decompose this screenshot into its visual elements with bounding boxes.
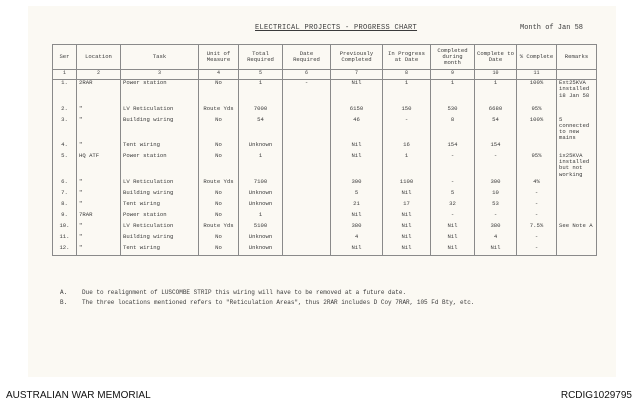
cell-ser: 7.: [53, 190, 77, 201]
footer-source: AUSTRALIAN WAR MEMORIAL: [6, 390, 151, 401]
cell-ser: 12.: [53, 245, 77, 256]
cell-location: ": [77, 234, 121, 245]
header-location: Location: [77, 45, 121, 70]
cell-in-progress: Nil: [383, 245, 431, 256]
cell-location: HQ ATF: [77, 153, 121, 179]
cell-percent: 100%: [517, 80, 557, 106]
table-row: [53, 80, 597, 106]
cell-percent: 7.5%: [517, 223, 557, 234]
table-row: [53, 234, 597, 245]
cell-location: ": [77, 106, 121, 117]
cell-complete-to-date: 4: [475, 234, 517, 245]
header-ser: Ser: [53, 45, 77, 70]
cell-date: [283, 190, 331, 201]
cell-task: LV Reticulation: [121, 106, 199, 117]
cell-total: 5100: [239, 223, 283, 234]
cell-percent: 4%: [517, 179, 557, 190]
cell-ser: 10.: [53, 223, 77, 234]
header-date: Date Required: [283, 45, 331, 70]
header-previously: Previously Completed: [331, 45, 383, 70]
header-complete-to-date: Complete to Date: [475, 45, 517, 70]
cell-complete-to-date: 1: [475, 80, 517, 106]
cell-ser: 6.: [53, 179, 77, 190]
footer-id: RCDIG1029795: [560, 390, 632, 401]
cell-remarks: 1x25KVA installed but not working: [557, 153, 597, 179]
cell-date: [283, 245, 331, 256]
cell-total: 7000: [239, 106, 283, 117]
cell-location: 2RAR: [77, 80, 121, 106]
colnum-7: 7: [331, 70, 383, 80]
cell-in-progress: 150: [383, 106, 431, 117]
note-label: A.: [60, 289, 68, 296]
note-text: The three locations mentioned refers to "Reticulation Areas", thus 2RAR includes D Coy 7RAR, 105 Fd Bty, etc.: [82, 299, 475, 306]
cell-in-progress: 1100: [383, 179, 431, 190]
cell-date: [283, 234, 331, 245]
cell-in-progress: -: [383, 117, 431, 142]
cell-location: ": [77, 201, 121, 212]
header-task: Task: [121, 45, 199, 70]
cell-previously: Nil: [331, 142, 383, 153]
table-row: [53, 212, 597, 223]
notes: [60, 288, 474, 308]
cell-remarks: [557, 142, 597, 153]
cell-unit: No: [199, 80, 239, 106]
cell-location: ": [77, 142, 121, 153]
cell-in-progress: Nil: [383, 234, 431, 245]
cell-task: Building wiring: [121, 234, 199, 245]
cell-percent: 100%: [517, 117, 557, 142]
cell-task: LV Reticulation: [121, 179, 199, 190]
cell-previously: Nil: [331, 212, 383, 223]
cell-location: ": [77, 223, 121, 234]
cell-previously: 21: [331, 201, 383, 212]
archive-footer: [0, 386, 640, 405]
cell-unit: No: [199, 142, 239, 153]
document-month: Month of Jan 58: [520, 24, 584, 32]
column-number-row: [53, 70, 597, 80]
cell-completed-month: -: [431, 153, 475, 179]
cell-total: 1: [239, 80, 283, 106]
cell-completed-month: -: [431, 212, 475, 223]
cell-task: Tent wiring: [121, 142, 199, 153]
cell-total: Unknown: [239, 201, 283, 212]
cell-unit: No: [199, 201, 239, 212]
note-label: B.: [60, 299, 68, 306]
cell-location: ": [77, 190, 121, 201]
cell-in-progress: 17: [383, 201, 431, 212]
cell-completed-month: 1: [431, 80, 475, 106]
cell-task: Tent wiring: [121, 245, 199, 256]
cell-ser: 2.: [53, 106, 77, 117]
cell-date: [283, 212, 331, 223]
cell-date: [283, 142, 331, 153]
cell-previously: 4: [331, 234, 383, 245]
table-row: [53, 245, 597, 256]
cell-percent: [517, 142, 557, 153]
cell-remarks: [557, 106, 597, 117]
cell-previously: 6150: [331, 106, 383, 117]
cell-ser: 4.: [53, 142, 77, 153]
cell-in-progress: Nil: [383, 212, 431, 223]
cell-ser: 8.: [53, 201, 77, 212]
header-total: Total Required: [239, 45, 283, 70]
table-body: [53, 80, 597, 256]
colnum-11: 11: [517, 70, 557, 80]
cell-complete-to-date: 300: [475, 179, 517, 190]
cell-unit: No: [199, 245, 239, 256]
header-remarks: Remarks: [557, 45, 597, 70]
cell-remarks: [557, 201, 597, 212]
colnum-6: 6: [283, 70, 331, 80]
cell-percent: -: [517, 201, 557, 212]
cell-total: Unknown: [239, 245, 283, 256]
cell-complete-to-date: 154: [475, 142, 517, 153]
cell-complete-to-date: 10: [475, 190, 517, 201]
cell-ser: 1.: [53, 80, 77, 106]
cell-location: ": [77, 179, 121, 190]
cell-task: Building wiring: [121, 117, 199, 142]
cell-total: Unknown: [239, 234, 283, 245]
cell-ser: 5.: [53, 153, 77, 179]
cell-previously: Nil: [331, 153, 383, 179]
colnum-1: 1: [53, 70, 77, 80]
table-row: [53, 190, 597, 201]
progress-table-wrapper: [52, 44, 597, 256]
cell-unit: Route Yds: [199, 106, 239, 117]
table-row: [53, 179, 597, 190]
cell-location: ": [77, 245, 121, 256]
cell-total: 1: [239, 153, 283, 179]
cell-in-progress: Nil: [383, 223, 431, 234]
cell-in-progress: Nil: [383, 190, 431, 201]
cell-unit: Route Yds: [199, 223, 239, 234]
cell-total: Unknown: [239, 190, 283, 201]
cell-previously: Nil: [331, 80, 383, 106]
cell-percent: -: [517, 234, 557, 245]
cell-total: 1: [239, 212, 283, 223]
cell-complete-to-date: -: [475, 153, 517, 179]
cell-total: Unknown: [239, 142, 283, 153]
cell-in-progress: 16: [383, 142, 431, 153]
cell-task: Tent wiring: [121, 201, 199, 212]
table-row: [53, 201, 597, 212]
cell-date: [283, 153, 331, 179]
cell-unit: Route Yds: [199, 179, 239, 190]
cell-unit: No: [199, 153, 239, 179]
cell-previously: 46: [331, 117, 383, 142]
cell-date: [283, 106, 331, 117]
cell-remarks: [557, 179, 597, 190]
table-row: [53, 106, 597, 117]
cell-unit: No: [199, 117, 239, 142]
cell-previously: 5: [331, 190, 383, 201]
cell-complete-to-date: 54: [475, 117, 517, 142]
colnum-3: 3: [121, 70, 199, 80]
cell-ser: 3.: [53, 117, 77, 142]
header-percent: % Complete: [517, 45, 557, 70]
cell-remarks: [557, 212, 597, 223]
cell-task: Power station: [121, 212, 199, 223]
cell-task: LV Reticulation: [121, 223, 199, 234]
cell-completed-month: Nil: [431, 234, 475, 245]
colnum-9: 9: [431, 70, 475, 80]
cell-percent: -: [517, 245, 557, 256]
cell-remarks: Ext25KVA installed 18 Jan 58: [557, 80, 597, 106]
cell-unit: No: [199, 234, 239, 245]
cell-date: [283, 179, 331, 190]
note-b: [60, 298, 474, 308]
cell-date: [283, 201, 331, 212]
cell-completed-month: 8: [431, 117, 475, 142]
table-row: [53, 117, 597, 142]
cell-location: 7RAR: [77, 212, 121, 223]
cell-task: Power station: [121, 80, 199, 106]
cell-previously: Nil: [331, 245, 383, 256]
cell-task: Building wiring: [121, 190, 199, 201]
colnum-12: [557, 70, 597, 80]
cell-total: 7100: [239, 179, 283, 190]
cell-in-progress: 1: [383, 153, 431, 179]
cell-previously: 300: [331, 179, 383, 190]
cell-complete-to-date: 6680: [475, 106, 517, 117]
note-a: [60, 288, 474, 298]
cell-ser: 11.: [53, 234, 77, 245]
cell-remarks: [557, 245, 597, 256]
header-completed-month: Completed during month: [431, 45, 475, 70]
note-text: Due to realignment of LUSCOMBE STRIP this wiring will have to be removed at a future date.: [82, 289, 407, 296]
cell-in-progress: 1: [383, 80, 431, 106]
cell-completed-month: 5: [431, 190, 475, 201]
cell-completed-month: Nil: [431, 245, 475, 256]
cell-date: -: [283, 80, 331, 106]
cell-completed-month: Nil: [431, 223, 475, 234]
progress-table: [52, 44, 597, 256]
colnum-8: 8: [383, 70, 431, 80]
cell-date: [283, 223, 331, 234]
header-in-progress: In Progress at Date: [383, 45, 431, 70]
cell-total: 54: [239, 117, 283, 142]
colnum-4: 4: [199, 70, 239, 80]
table-row: [53, 223, 597, 234]
cell-completed-month: -: [431, 179, 475, 190]
colnum-10: 10: [475, 70, 517, 80]
cell-percent: 95%: [517, 153, 557, 179]
cell-remarks: See Note A: [557, 223, 597, 234]
cell-complete-to-date: 53: [475, 201, 517, 212]
cell-complete-to-date: 380: [475, 223, 517, 234]
cell-complete-to-date: Nil: [475, 245, 517, 256]
cell-complete-to-date: -: [475, 212, 517, 223]
cell-unit: No: [199, 212, 239, 223]
cell-completed-month: 32: [431, 201, 475, 212]
header-unit: Unit of Measure: [199, 45, 239, 70]
cell-remarks: [557, 234, 597, 245]
colnum-2: 2: [77, 70, 121, 80]
cell-remarks: [557, 190, 597, 201]
cell-previously: 380: [331, 223, 383, 234]
cell-remarks: 5 connected to new mains: [557, 117, 597, 142]
cell-percent: -: [517, 190, 557, 201]
cell-task: Power station: [121, 153, 199, 179]
document-title: ELECTRICAL PROJECTS - PROGRESS CHART: [255, 24, 418, 32]
cell-percent: -: [517, 212, 557, 223]
cell-unit: No: [199, 190, 239, 201]
table-header-row: [53, 45, 597, 70]
cell-location: ": [77, 117, 121, 142]
cell-date: [283, 117, 331, 142]
table-row: [53, 153, 597, 179]
cell-ser: 9.: [53, 212, 77, 223]
colnum-5: 5: [239, 70, 283, 80]
cell-completed-month: 154: [431, 142, 475, 153]
cell-percent: 95%: [517, 106, 557, 117]
cell-completed-month: 530: [431, 106, 475, 117]
table-row: [53, 142, 597, 153]
